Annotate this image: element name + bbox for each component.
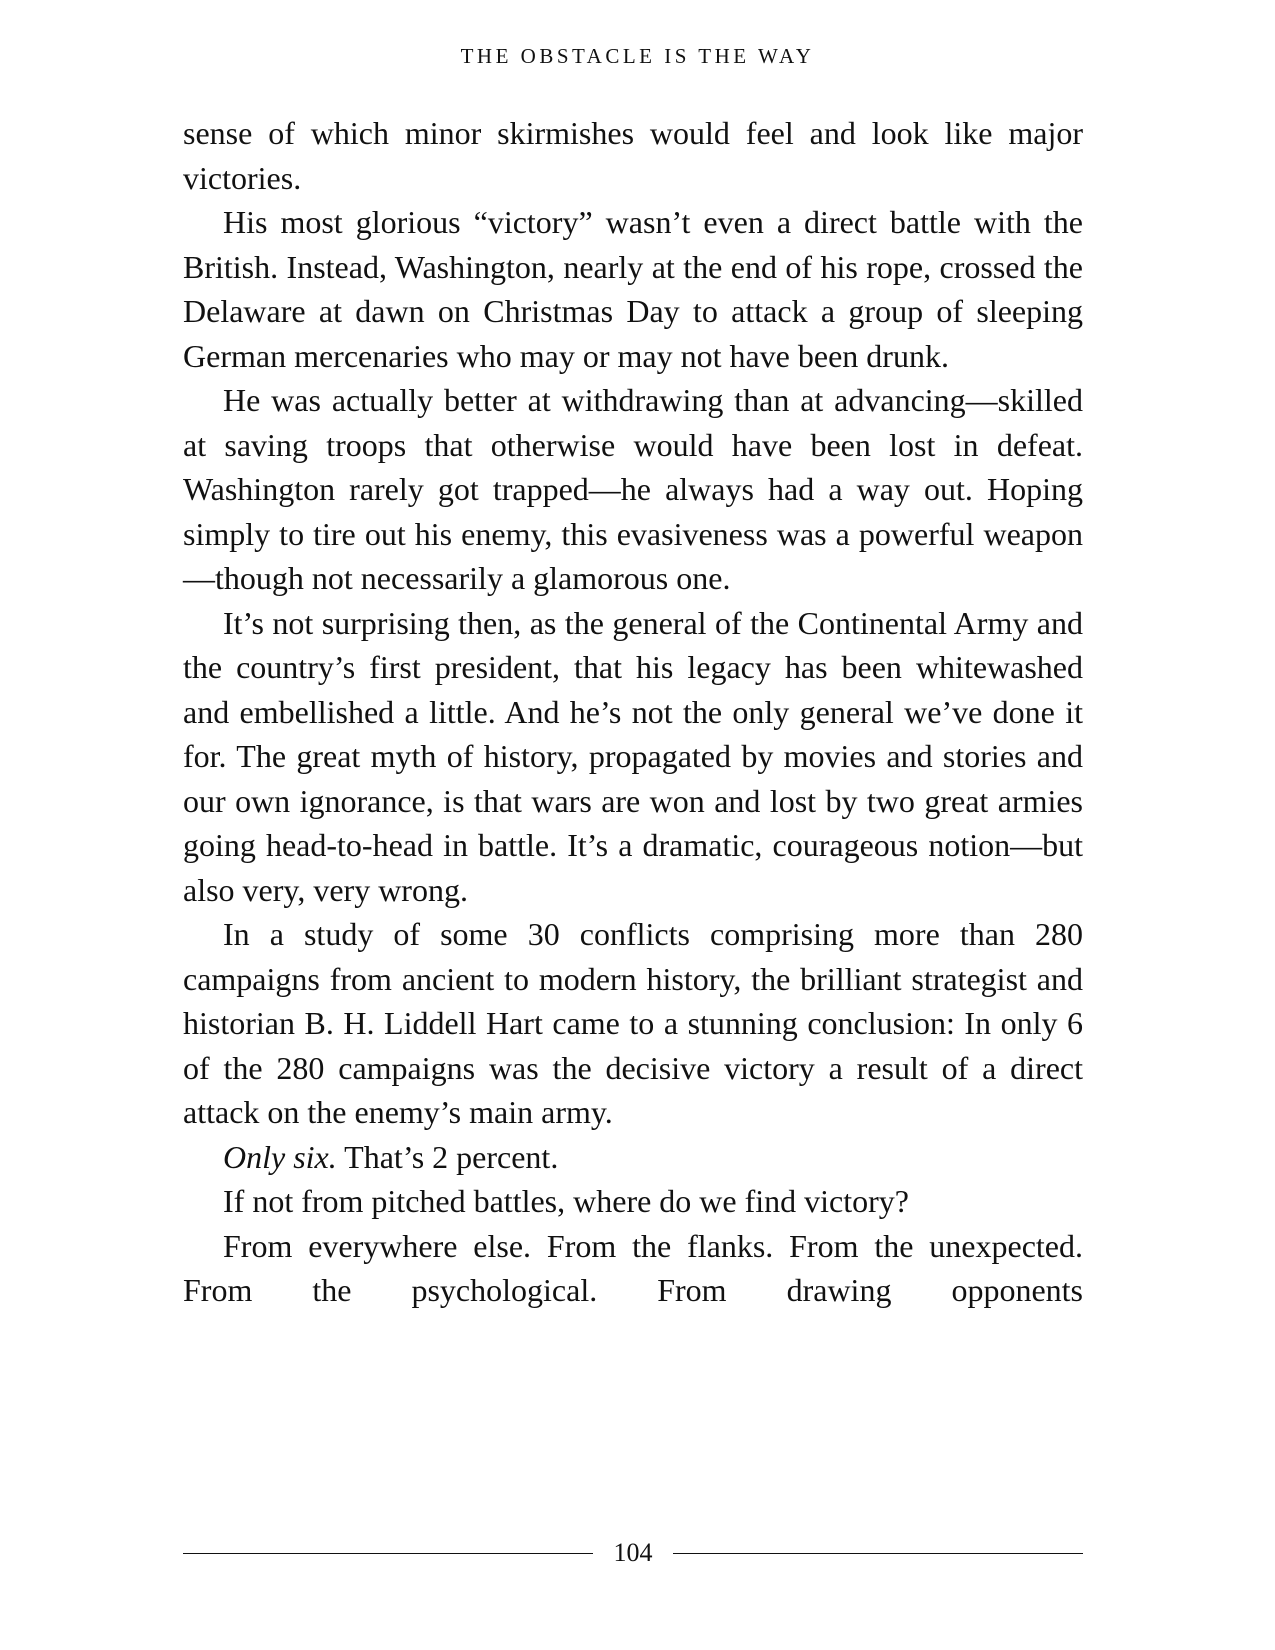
page-footer <box>183 1538 1083 1568</box>
emphasis-only-six: Only six. <box>223 1138 337 1175</box>
paragraph: It’s not surprising then, as the general of the Continental Army and the country’s first president, that his legacy has been whitewashed and embellished a little. And he’s not the only general we’ve done it for. The great myth of history, propagated by movies and stories and our own ignorance, is that wars are won and lost by two great armies going head-to-head in battle. It’s a dramatic, courageous notion—but also very, very wrong. <box>183 604 1083 908</box>
running-head: THE OBSTACLE IS THE WAY <box>460 44 815 68</box>
paragraph-continued: sense of which minor skirmishes would feel and look like major victories. <box>183 115 1083 196</box>
paragraph: In a study of some 30 conflicts comprising more than 280 campaigns from ancient to modern history, the brilliant strategist and historian B. H. Liddell Hart came to a stunning conclusion: In only 6 of the 280 campaigns was the decisive victory a result of a direct attack on the enemy’s main army. <box>183 916 1083 1130</box>
only-six-rest: That’s 2 percent. <box>336 1138 559 1175</box>
footer-rule-right <box>673 1553 1083 1554</box>
paragraph-question: If not from pitched battles, where do we find victory? <box>223 1183 909 1219</box>
paragraph-only-six <box>183 1135 1083 1180</box>
body-text <box>183 111 1083 1313</box>
paragraph: He was actually better at withdrawing than at advancing—skilled at saving troops that otherwise would have been lost in defeat. Washington rarely got trapped—he always had a way out. Hoping simply to tire out his enemy, this evasiveness was a powerful weapon—though not necessarily a glamorous one. <box>183 382 1083 596</box>
paragraph-final: From everywhere else. From the flanks. From the unexpected. From the psychological. From drawing opponents <box>183 1227 1083 1308</box>
paragraph: His most glorious “victory” wasn’t even a direct battle with the British. Instead, Washington, nearly at the end of his rope, crossed the Delaware at dawn on Christmas Day to attack a group of sleeping German mercenaries who may or may not have been drunk. <box>183 204 1083 374</box>
footer-rule-left <box>183 1553 593 1554</box>
page-number: 104 <box>613 1538 653 1567</box>
